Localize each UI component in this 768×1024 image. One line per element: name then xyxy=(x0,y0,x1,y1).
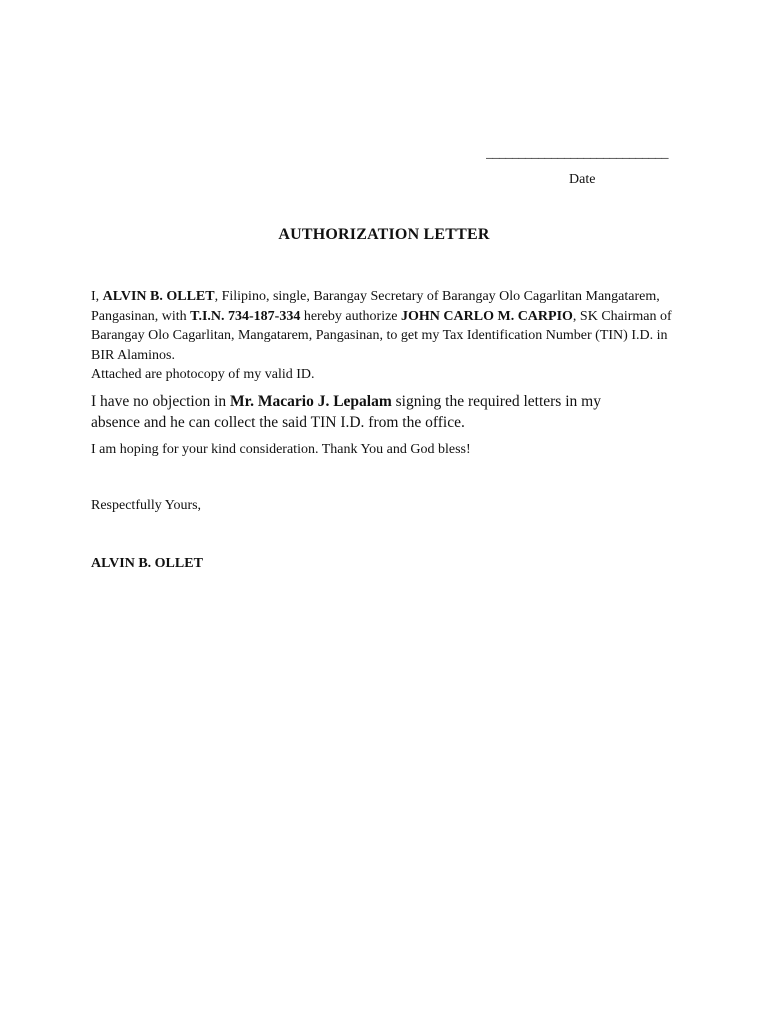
para1-text-3: hereby authorize xyxy=(300,308,402,324)
tin-number: T.I.N. 734-187-334 xyxy=(190,308,301,324)
para1-text-4: , SK Chairman of Barangay Olo Cagarlitan, Mangatarem, Pangasinan, to get my Tax Identification Number (TIN) I.D. in BIR Alaminos. xyxy=(91,308,672,363)
date-signature-line: ____________________________ xyxy=(486,146,668,161)
letter-title: AUTHORIZATION LETTER xyxy=(278,226,490,243)
para2-text-1: I have no objection in xyxy=(91,393,231,410)
para1-text-1: I, xyxy=(91,289,103,304)
date-label: Date xyxy=(569,172,596,187)
para1-text-2: , Filipino, single, Barangay Secretary of Barangay Olo Cagarlitan Mangatarem, Pangasinan, with xyxy=(91,289,660,324)
no-objection-paragraph xyxy=(91,391,651,433)
authorization-paragraph xyxy=(91,287,681,385)
signatory-name: ALVIN B. OLLET xyxy=(91,556,203,571)
consideration-paragraph: I am hoping for your kind consideration. Thank You and God bless! xyxy=(91,442,471,457)
closing-salutation: Respectfully Yours, xyxy=(91,498,202,513)
secondary-person-name: Mr. Macario J. Lepalam xyxy=(230,393,392,410)
para2-text-2: signing the required letters in my absence and he can collect the said TIN I.D. from the office. xyxy=(91,393,601,431)
attachment-note: Attached are photocopy of my valid ID. xyxy=(91,367,315,382)
authorized-person-name: JOHN CARLO M. CARPIO xyxy=(401,308,573,324)
author-name: ALVIN B. OLLET xyxy=(102,289,215,304)
